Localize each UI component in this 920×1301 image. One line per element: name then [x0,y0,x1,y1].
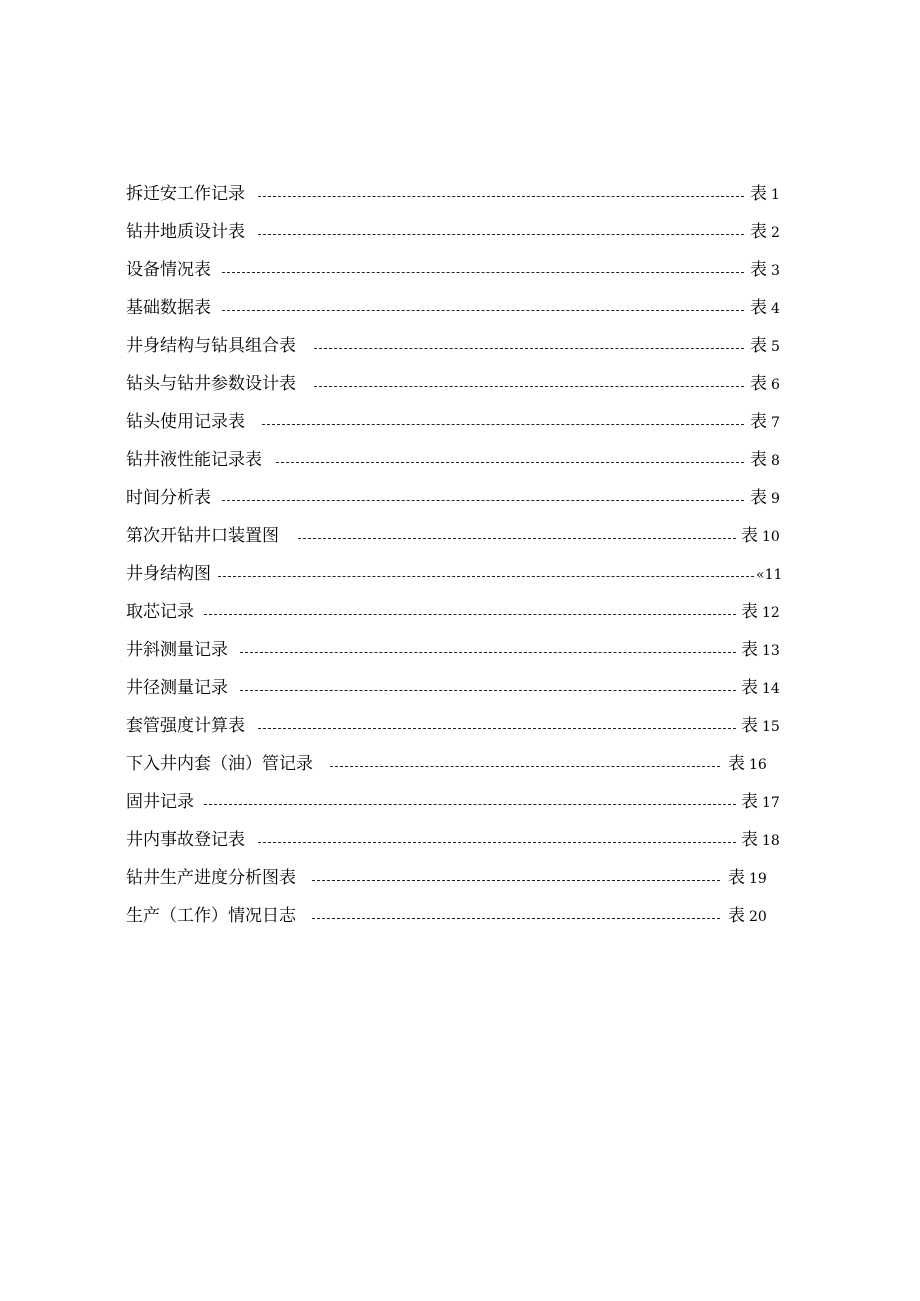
toc-entry-ref [750,486,780,511]
toc-entry-ref [728,904,767,929]
toc-entry [0,898,920,936]
toc-entry-ref [750,372,780,397]
toc-entry-label: 表 [750,412,767,432]
toc-leader-dots [258,234,744,235]
toc-entry-ref [750,334,780,359]
toc-leader-dots [204,804,736,805]
toc-entry-ref [741,638,780,663]
toc-entry-title: 基础数据表 [126,296,215,320]
toc-entry-number: 4 [771,301,780,317]
toc-entry-number: 20 [749,909,767,925]
toc-entry-label: 表 [741,640,758,660]
toc-entry-ref [750,220,780,245]
toc-entry-number: 17 [762,795,780,811]
toc-entry-number: 14 [762,681,780,697]
toc-entry-title: 井身结构与钻具组合表 [126,334,300,358]
toc-leader-dots [222,500,744,501]
toc-entry [0,290,920,328]
toc-entry-number: 5 [771,339,780,355]
toc-entry-label: 表 [750,488,767,508]
toc-entry [0,176,920,214]
toc-leader-dots [312,880,720,881]
toc-entry-title: 钻井液性能记录表 [126,448,266,472]
toc-entry [0,404,920,442]
toc-entry-ref [741,828,780,853]
toc-entry-number: 13 [762,643,780,659]
toc-leader-dots [258,196,744,197]
toc-entry-title: 钻井地质设计表 [126,220,249,244]
toc-entry-title: 井内事故登记表 [126,828,249,852]
toc-entry-title: 套管强度计算表 [126,714,249,738]
toc-entry-label: 表 [750,336,767,356]
toc-entry-ref [741,714,780,739]
toc-leader-dots [276,462,744,463]
toc-entry-label: 表 [741,830,758,850]
toc-entry-label: 表 [728,906,745,926]
toc-entry-number: 6 [771,377,780,393]
toc-entry-ref [756,562,782,587]
toc-entry-number: 1 [771,187,780,203]
toc-entry-label: 表 [741,716,758,736]
toc-entry-label: 表 [741,602,758,622]
toc-entry-number: 7 [771,415,780,431]
toc-entry [0,442,920,480]
toc-entry-title: 钻头与钻井参数设计表 [126,372,300,396]
toc-entry-ref [750,258,780,283]
toc-entry-label: 表 [750,260,767,280]
toc-entry-ref [728,752,767,777]
toc-entry-title: 钻头使用记录表 [126,410,249,434]
toc-entry [0,594,920,632]
toc-entry-title: 固井记录 [126,790,198,814]
toc-entry [0,252,920,290]
toc-entry-ref [750,410,780,435]
toc-entry-number: 18 [762,833,780,849]
toc-entry-label: 表 [728,868,745,888]
toc-entry-ref [741,524,780,549]
toc-leader-dots [312,918,720,919]
toc-leader-dots [262,424,744,425]
toc-entry-number: 10 [762,529,780,545]
toc-entry-number: 9 [771,491,780,507]
toc-entry-title: 第次开钻井口装置图 [126,524,283,548]
toc-entry-number: 15 [762,719,780,735]
toc-entry-title: 井斜测量记录 [126,638,232,662]
toc-entry-label: 表 [741,792,758,812]
toc-entry-title: 生产（工作）情况日志 [126,904,300,928]
toc-entry [0,632,920,670]
toc-entry [0,518,920,556]
toc-entry [0,214,920,252]
toc-entry-title: 拆迁安工作记录 [126,182,249,206]
toc-leader-dots [298,538,736,539]
toc-leader-dots [314,386,744,387]
toc-leader-dots [222,310,744,311]
toc-entry-title: 下入井内套（油）管记录 [126,752,317,776]
toc-entry [0,822,920,860]
toc-entry-label: 表 [750,450,767,470]
toc-entry [0,746,920,784]
toc-entry [0,366,920,404]
toc-entry-label: 表 [750,184,767,204]
toc-entry-label: 表 [741,678,758,698]
toc-leader-dots [330,766,720,767]
toc-entry-ref [750,448,780,473]
toc-entry-title: 时间分析表 [126,486,215,510]
toc-entry-label: 表 [750,298,767,318]
toc-leader-dots [218,576,754,577]
toc-entry-number: 2 [771,225,780,241]
toc-entry [0,480,920,518]
toc-entry [0,556,920,594]
toc-entry-number: 16 [749,757,767,773]
toc-entry-number: 3 [771,263,780,279]
toc-entry-number: 11 [764,567,783,583]
toc-entry-title: 钻井生产进度分析图表 [126,866,300,890]
toc-entry-number: 19 [749,871,767,887]
toc-leader-dots [240,652,736,653]
toc-leader-dots [222,272,744,273]
toc-leader-dots [258,728,736,729]
toc-entry-label: 表 [750,222,767,242]
toc-entry-title: 取芯记录 [126,600,198,624]
toc-entry [0,784,920,822]
table-of-contents [0,176,920,936]
toc-entry [0,328,920,366]
toc-entry-label: 表 [741,526,758,546]
toc-entry-ref [750,296,780,321]
toc-entry [0,860,920,898]
toc-entry [0,670,920,708]
toc-entry-ref [741,790,780,815]
toc-entry-title: 井身结构图 [126,562,215,586]
toc-leader-dots [314,348,744,349]
toc-entry-ref [741,600,780,625]
toc-leader-dots [258,842,736,843]
toc-entry-number: 8 [771,453,780,469]
toc-leader-dots [240,690,736,691]
toc-entry [0,708,920,746]
toc-entry-label: 表 [750,374,767,394]
toc-entry-label: « [756,567,765,583]
toc-entry-label: 表 [728,754,745,774]
toc-entry-title: 井径测量记录 [126,676,232,700]
toc-entry-ref [728,866,767,891]
toc-entry-ref [741,676,780,701]
toc-entry-title: 设备情况表 [126,258,215,282]
toc-entry-number: 12 [762,605,780,621]
toc-leader-dots [204,614,736,615]
toc-entry-ref [750,182,780,207]
